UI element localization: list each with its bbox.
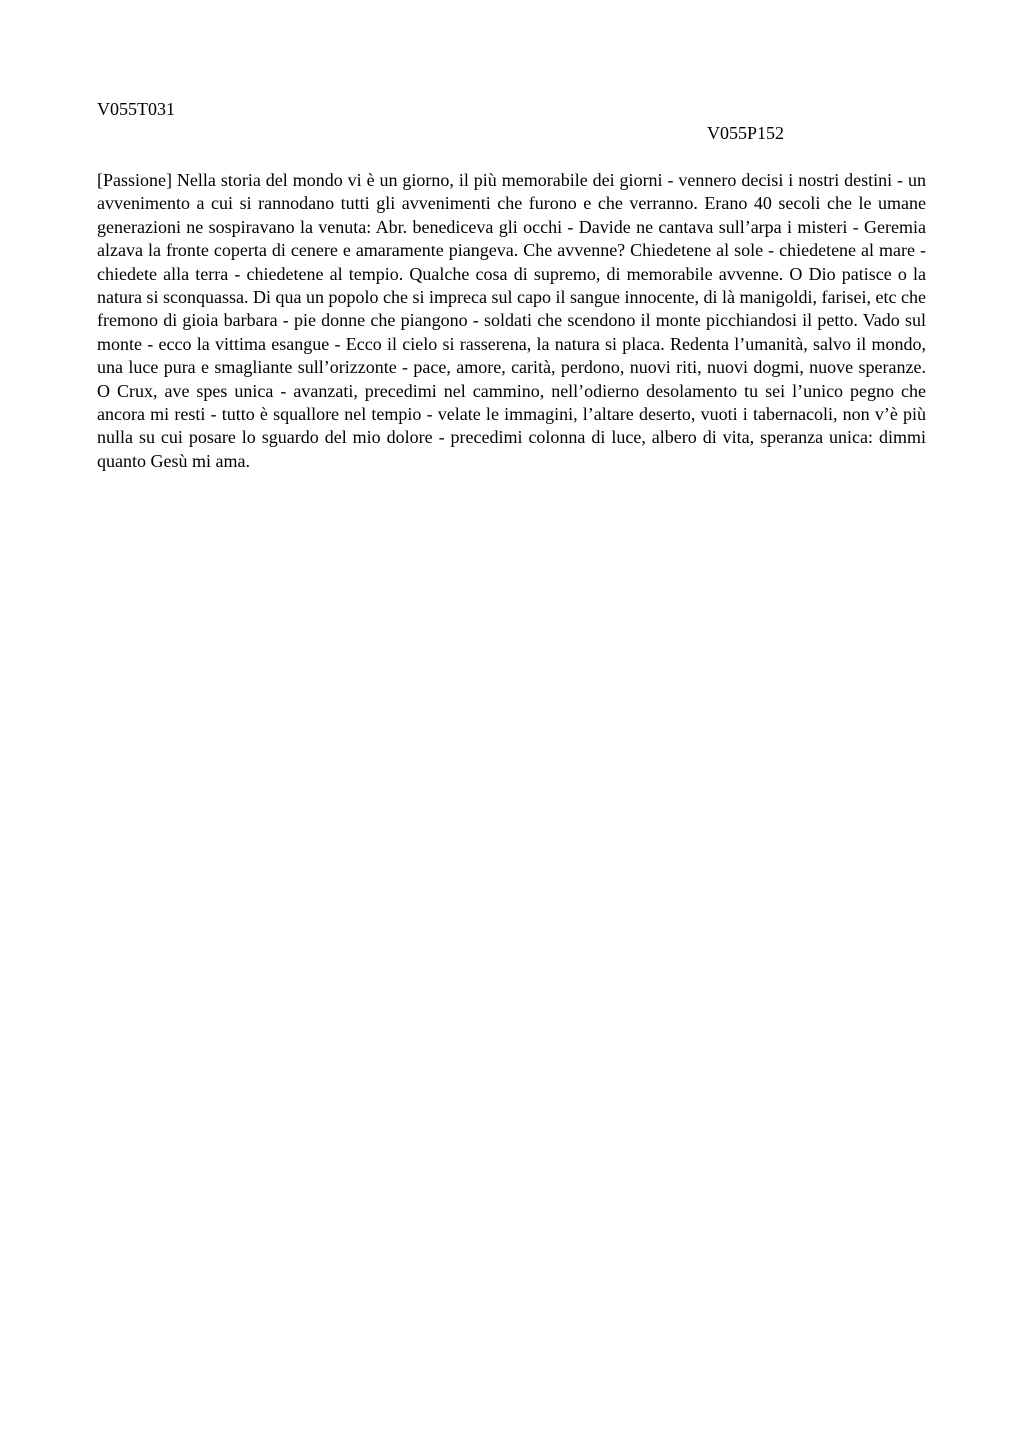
document-id: V055T031 (97, 99, 175, 119)
body-paragraph: [Passione] Nella storia del mondo vi è un giorno, il più memorabile dei giorni - vennero decisi i nostri destini - un avvenimento a cui si rannodano tutti gli avvenimenti che furono e che verranno. Erano 40 secoli che le umane generazioni ne sospiravano la venuta: Abr. benediceva gli occhi - Davide ne cantava sull’arpa i misteri - Geremia alzava la fronte coperta di cenere e amaramente piangeva. Che avvenne? Chiedetene al sole - chiedetene al mare - chiedete alla terra - chiedetene al tempio. Qualche cosa di supremo, di memorabile avvenne. O Dio patisce o la natura si sconquassa. Di qua un popolo che si impreca sul capo il sangue innocente, di là manigoldi, farisei, etc che fremono di gioia barbara - pie donne che piangono - soldati che scendono il monte picchiandosi il petto. Vado sul monte - ecco la vittima esangue - Ecco il cielo si rasserena, la natura si placa. Redenta l’umanità, salvo il mondo, una luce pura e smagliante sull’orizzonte - pace, amore, carità, perdono, nuovi riti, nuovi dogmi, nuove speranze. O Crux, ave spes unica - avanzati, precedimi nel cammino, nell’odierno desolamento tu sei l’unico pegno che ancora mi resti - tutto è squallore nel tempio - velate le immagini, l’altare deserto, vuoti i tabernacoli, non v’è più nulla su cui posare lo sguardo del mio dolore - precedimi colonna di luce, albero di vita, speranza unica: dimmi quanto Gesù mi ama. (97, 170, 926, 471)
page-id: V055P152 (707, 123, 785, 143)
